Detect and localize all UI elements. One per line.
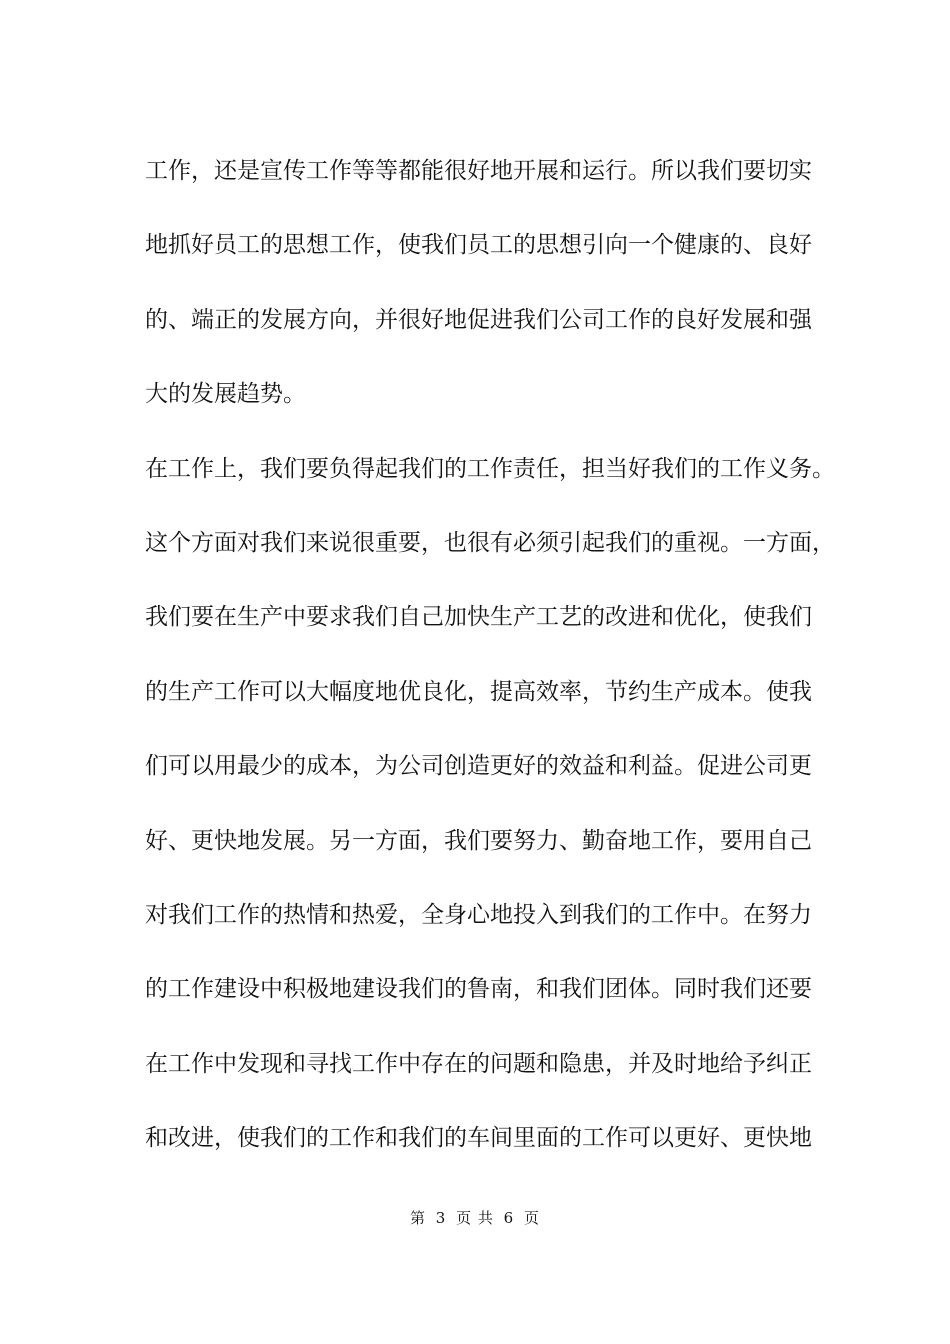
body-text <box>145 134 845 1175</box>
footer-middle: 页 共 <box>456 1209 494 1227</box>
text-line: 们可以用最少的成本，为公司创造更好的效益和利益。促进公司更 <box>145 753 812 780</box>
text-line: 我们要在生产中要求我们自己加快生产工艺的改进和优化，使我们 <box>145 604 812 631</box>
page-footer <box>0 1207 950 1228</box>
text-line: 的工作建设中积极地建设我们的鲁南，和我们团体。同时我们还要 <box>145 976 812 1003</box>
text-line: 地抓好员工的思想工作，使我们员工的思想引向一个健康的、良好 <box>145 232 812 259</box>
text-line: 和改进，使我们的工作和我们的车间里面的工作可以更好、更快地 <box>145 1125 812 1152</box>
text-line: 好、更快地发展。另一方面，我们要努力、勤奋地工作，要用自己 <box>145 827 812 854</box>
total-page-number: 6 <box>503 1209 515 1227</box>
text-line: 的、端正的发展方向，并很好地促进我们公司工作的良好发展和强 <box>145 306 812 333</box>
footer-suffix: 页 <box>524 1209 541 1227</box>
text-line: 大的发展趋势。 <box>145 381 306 408</box>
text-line: 这个方面对我们来说很重要，也很有必须引起我们的重视。一方面， <box>145 529 835 556</box>
footer-prefix: 第 <box>409 1209 426 1227</box>
text-line: 在工作中发现和寻找工作中存在的问题和隐患，并及时地给予纠正 <box>145 1050 812 1077</box>
text-line: 在工作上，我们要负得起我们的工作责任，担当好我们的工作义务。 <box>145 455 835 482</box>
text-line: 工作，还是宣传工作等等都能很好地开展和运行。所以我们要切实 <box>145 158 812 184</box>
current-page-number: 3 <box>435 1209 447 1227</box>
text-line: 对我们工作的热情和热爱，全身心地投入到我们的工作中。在努力 <box>145 901 812 928</box>
text-line: 的生产工作可以大幅度地优良化，提高效率，节约生产成本。使我 <box>145 678 812 705</box>
